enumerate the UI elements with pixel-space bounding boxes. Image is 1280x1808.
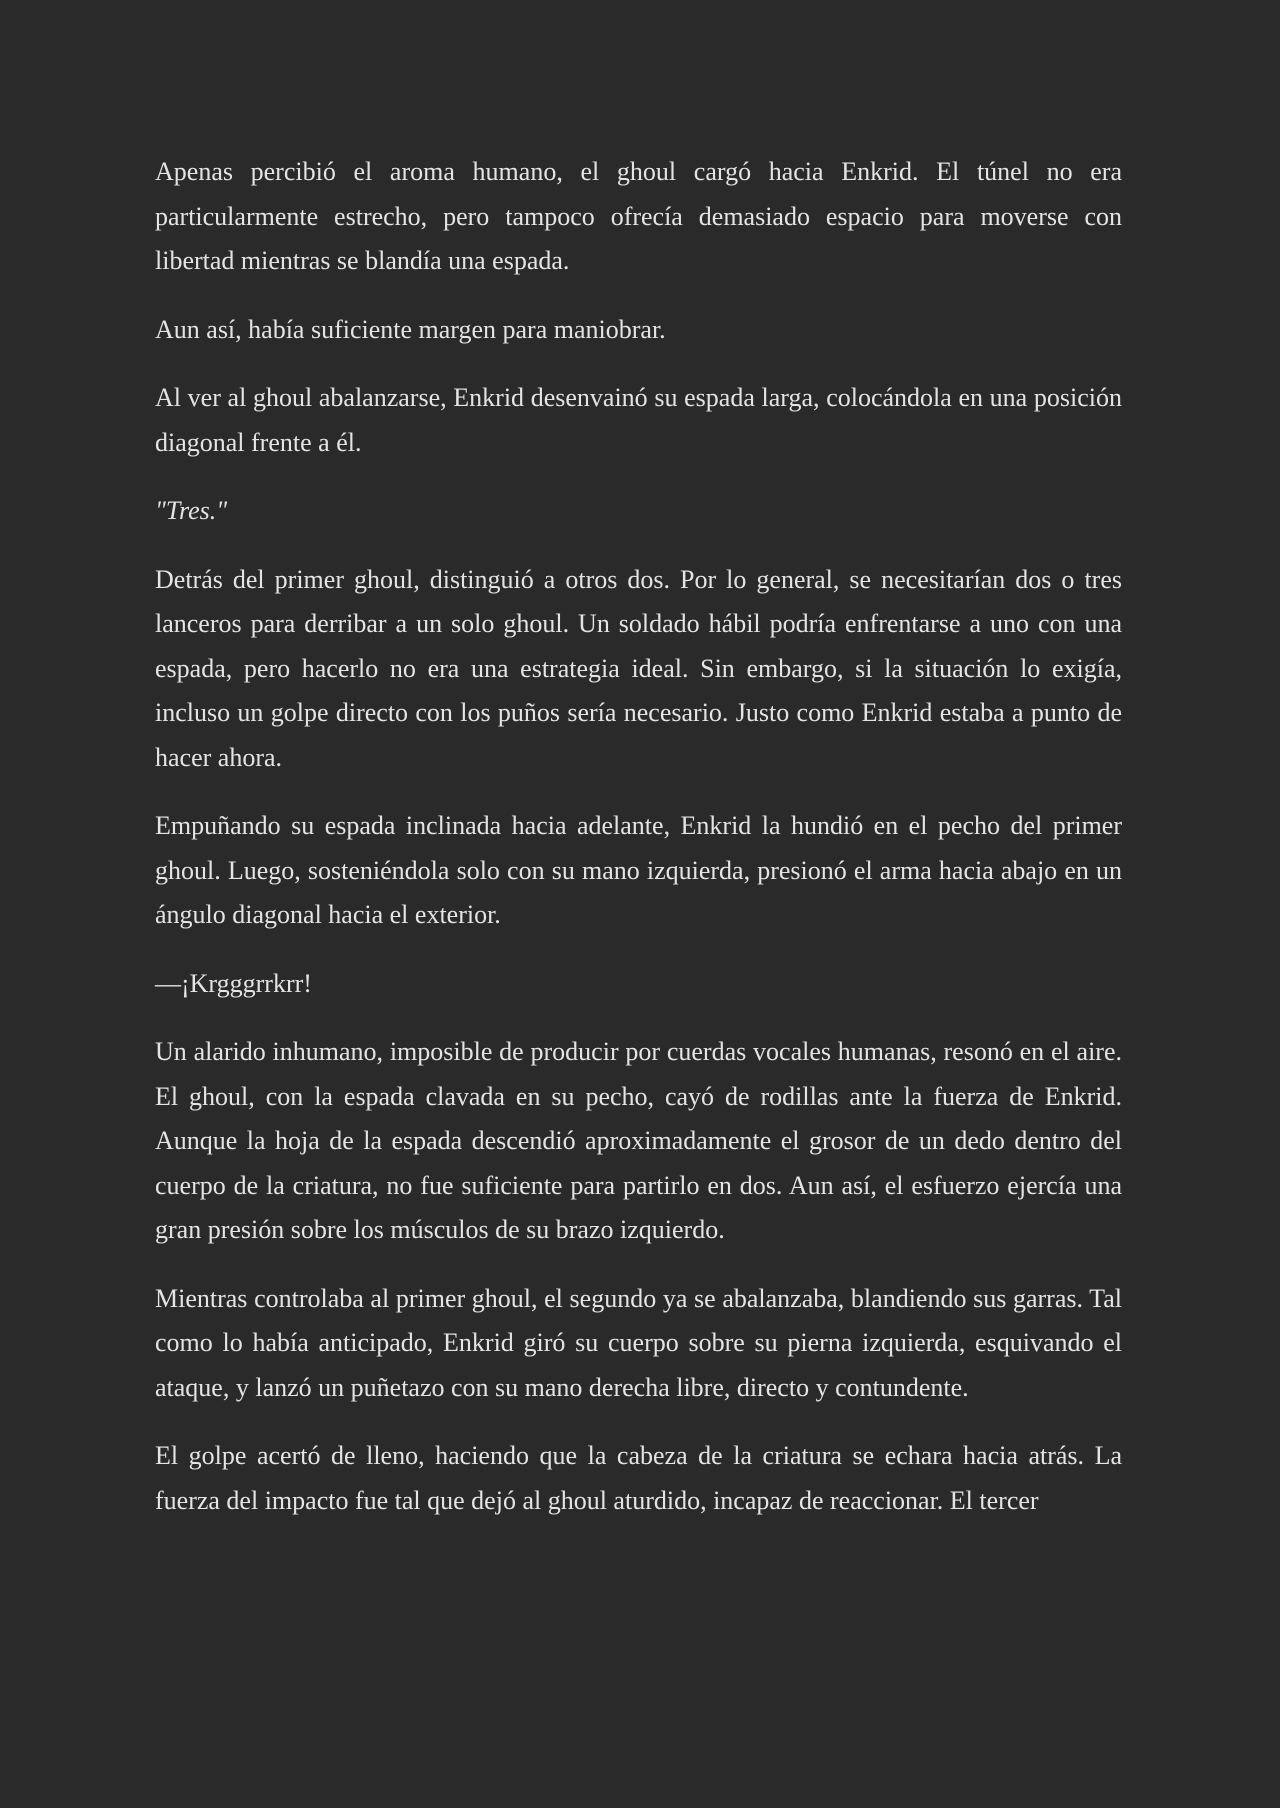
paragraph: Apenas percibió el aroma humano, el ghoul cargó hacia Enkrid. El túnel no era particularmente estrecho, pero tampoco ofrecía demasiado espacio para moverse con libertad mientras se blandía una espada. — [155, 157, 1122, 275]
reader-page — [155, 150, 1122, 1547]
paragraph: El golpe acertó de lleno, haciendo que la cabeza de la criatura se echara hacia atrás. La fuerza del impacto fue tal que dejó al ghoul aturdido, incapaz de reaccionar. El tercer — [155, 1441, 1122, 1515]
paragraph: Un alarido inhumano, imposible de producir por cuerdas vocales humanas, resonó en el aire. El ghoul, con la espada clavada en su pecho, cayó de rodillas ante la fuerza de Enkrid. Aunque la hoja de la espada descendió aproximadamente el grosor de un dedo dentro del cuerpo de la criatura, no fue suficiente para partirlo en dos. Aun así, el esfuerzo ejercía una gran presión sobre los músculos de su brazo izquierdo. — [155, 1037, 1122, 1244]
paragraph: Empuñando su espada inclinada hacia adelante, Enkrid la hundió en el pecho del primer ghoul. Luego, sosteniéndola solo con su mano izquierda, presionó el arma hacia abajo en un ángulo diagonal hacia el exterior. — [155, 811, 1122, 929]
paragraph: Mientras controlaba al primer ghoul, el segundo ya se abalanzaba, blandiendo sus garras. Tal como lo había anticipado, Enkrid giró su cuerpo sobre su pierna izquierda, esquivando el ataque, y lanzó un puñetazo con su mano derecha libre, directo y contundente. — [155, 1283, 1122, 1402]
thought-line: "Tres." — [155, 496, 228, 525]
dialogue-line: —¡Krgggrrkrr! — [155, 968, 312, 998]
paragraph: Aun así, había suficiente margen para maniobrar. — [155, 314, 666, 344]
paragraph: Detrás del primer ghoul, distinguió a otros dos. Por lo general, se necesitarían dos o tres lanceros para derribar a un solo ghoul. Un soldado hábil podría enfrentarse a uno con una espada, pero hacerlo no era una estrategia ideal. Sin embargo, si la situación lo exigía, incluso un golpe directo con los puños sería necesario. Justo como Enkrid estaba a punto de hacer ahora. — [155, 564, 1122, 772]
paragraph: Al ver al ghoul abalanzarse, Enkrid desenvainó su espada larga, colocándola en una posición diagonal frente a él. — [155, 383, 1122, 457]
